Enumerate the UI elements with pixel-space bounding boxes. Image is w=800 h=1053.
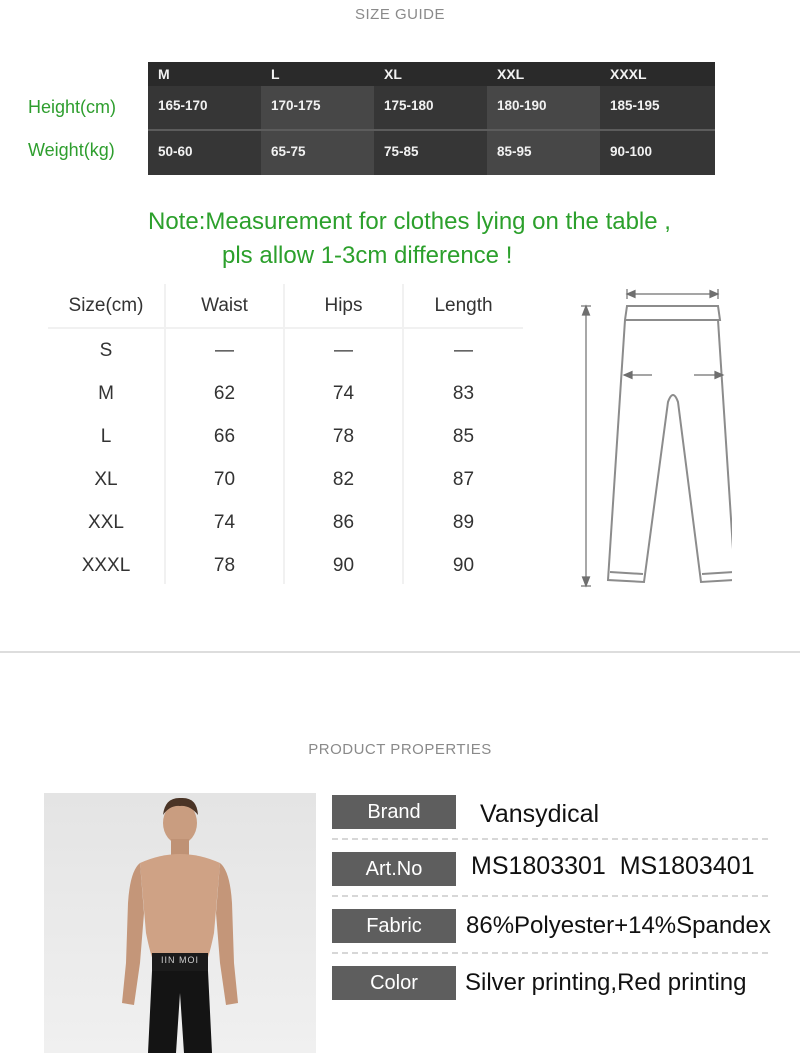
note-line-1: Note:Measurement for clothes lying on the table , xyxy=(148,208,671,235)
length-arrow-icon xyxy=(581,306,591,586)
color-label: Color xyxy=(332,966,456,1000)
height-value: 170-175 xyxy=(271,98,321,113)
weight-value: 90-100 xyxy=(610,144,653,159)
height-value: 165-170 xyxy=(158,98,208,113)
size-cell: L xyxy=(48,415,164,458)
size-column-xl xyxy=(374,62,487,175)
size-cell: XXXL xyxy=(48,544,164,587)
waist-cell: 62 xyxy=(166,372,283,415)
length-cell: 89 xyxy=(404,501,523,544)
note-line-2: pls allow 1-3cm difference ! xyxy=(222,242,513,269)
waistband-print: IIN MOI xyxy=(161,955,199,965)
size-column-l xyxy=(261,62,374,175)
trousers-measurement-diagram xyxy=(572,284,732,594)
hips-cell: 82 xyxy=(285,458,402,501)
hips-cell: — xyxy=(285,329,402,372)
measurement-table xyxy=(48,284,523,584)
model-photo xyxy=(44,793,316,1053)
hips-cell: 90 xyxy=(285,544,402,587)
length-cell: 83 xyxy=(404,372,523,415)
header-waist: Waist xyxy=(166,284,283,327)
hips-cell: 74 xyxy=(285,372,402,415)
fabric-label: Fabric xyxy=(332,909,456,943)
art-no-label: Art.No xyxy=(332,852,456,886)
brand-value: Vansydical xyxy=(480,800,600,828)
size-header: M xyxy=(148,62,261,86)
table-row xyxy=(48,370,523,413)
waist-cell: 70 xyxy=(166,458,283,501)
size-cell: S xyxy=(48,329,164,372)
separator xyxy=(332,838,768,840)
size-cell: XL xyxy=(48,458,164,501)
model-figure-icon xyxy=(44,793,316,1053)
hips-cell: 78 xyxy=(285,415,402,458)
waist-cell: 74 xyxy=(166,501,283,544)
brand-label: Brand xyxy=(332,795,456,829)
hips-arrow-icon xyxy=(624,372,723,379)
hips-cell: 86 xyxy=(285,501,402,544)
waist-arrow-icon xyxy=(627,289,718,299)
product-properties-title: PRODUCT PROPERTIES xyxy=(308,741,492,758)
table-row xyxy=(48,413,523,456)
separator xyxy=(332,952,768,954)
weight-value: 65-75 xyxy=(271,144,306,159)
header-size: Size(cm) xyxy=(48,284,164,327)
weight-row-label: Weight(kg) xyxy=(28,140,115,160)
section-divider xyxy=(0,651,800,653)
size-column-m xyxy=(148,62,261,175)
size-guide-title: SIZE GUIDE xyxy=(354,6,445,23)
size-cell: XXL xyxy=(48,501,164,544)
table-row xyxy=(48,327,523,370)
table-header-row xyxy=(48,284,523,327)
size-header: XXXL xyxy=(600,62,715,86)
length-cell: — xyxy=(404,329,523,372)
size-guide-table xyxy=(148,62,715,175)
weight-value: 75-85 xyxy=(384,144,419,159)
height-value: 185-195 xyxy=(610,98,660,113)
length-cell: 90 xyxy=(404,544,523,587)
row-divider xyxy=(148,129,715,131)
size-cell: M xyxy=(48,372,164,415)
table-row xyxy=(48,499,523,542)
header-hips: Hips xyxy=(285,284,402,327)
size-header: L xyxy=(261,62,374,86)
size-header: XL xyxy=(374,62,487,86)
header-length: Length xyxy=(404,284,523,327)
weight-value: 85-95 xyxy=(497,144,532,159)
waist-cell: 78 xyxy=(166,544,283,587)
waist-cell: — xyxy=(166,329,283,372)
size-column-xxxl xyxy=(600,62,715,175)
separator xyxy=(332,895,768,897)
length-cell: 87 xyxy=(404,458,523,501)
size-column-xxl xyxy=(487,62,600,175)
table-row xyxy=(48,542,523,585)
trousers-outline-icon xyxy=(608,306,732,582)
fabric-value: 86%Polyester+14%Spandex xyxy=(466,912,771,939)
weight-value: 50-60 xyxy=(158,144,193,159)
table-row xyxy=(48,456,523,499)
height-value: 180-190 xyxy=(497,98,547,113)
size-header: XXL xyxy=(487,62,600,86)
color-value: Silver printing,Red printing xyxy=(465,969,747,996)
height-value: 175-180 xyxy=(384,98,434,113)
art-no-value: MS1803301 MS1803401 xyxy=(471,852,755,880)
waist-cell: 66 xyxy=(166,415,283,458)
length-cell: 85 xyxy=(404,415,523,458)
height-row-label: Height(cm) xyxy=(28,97,117,117)
